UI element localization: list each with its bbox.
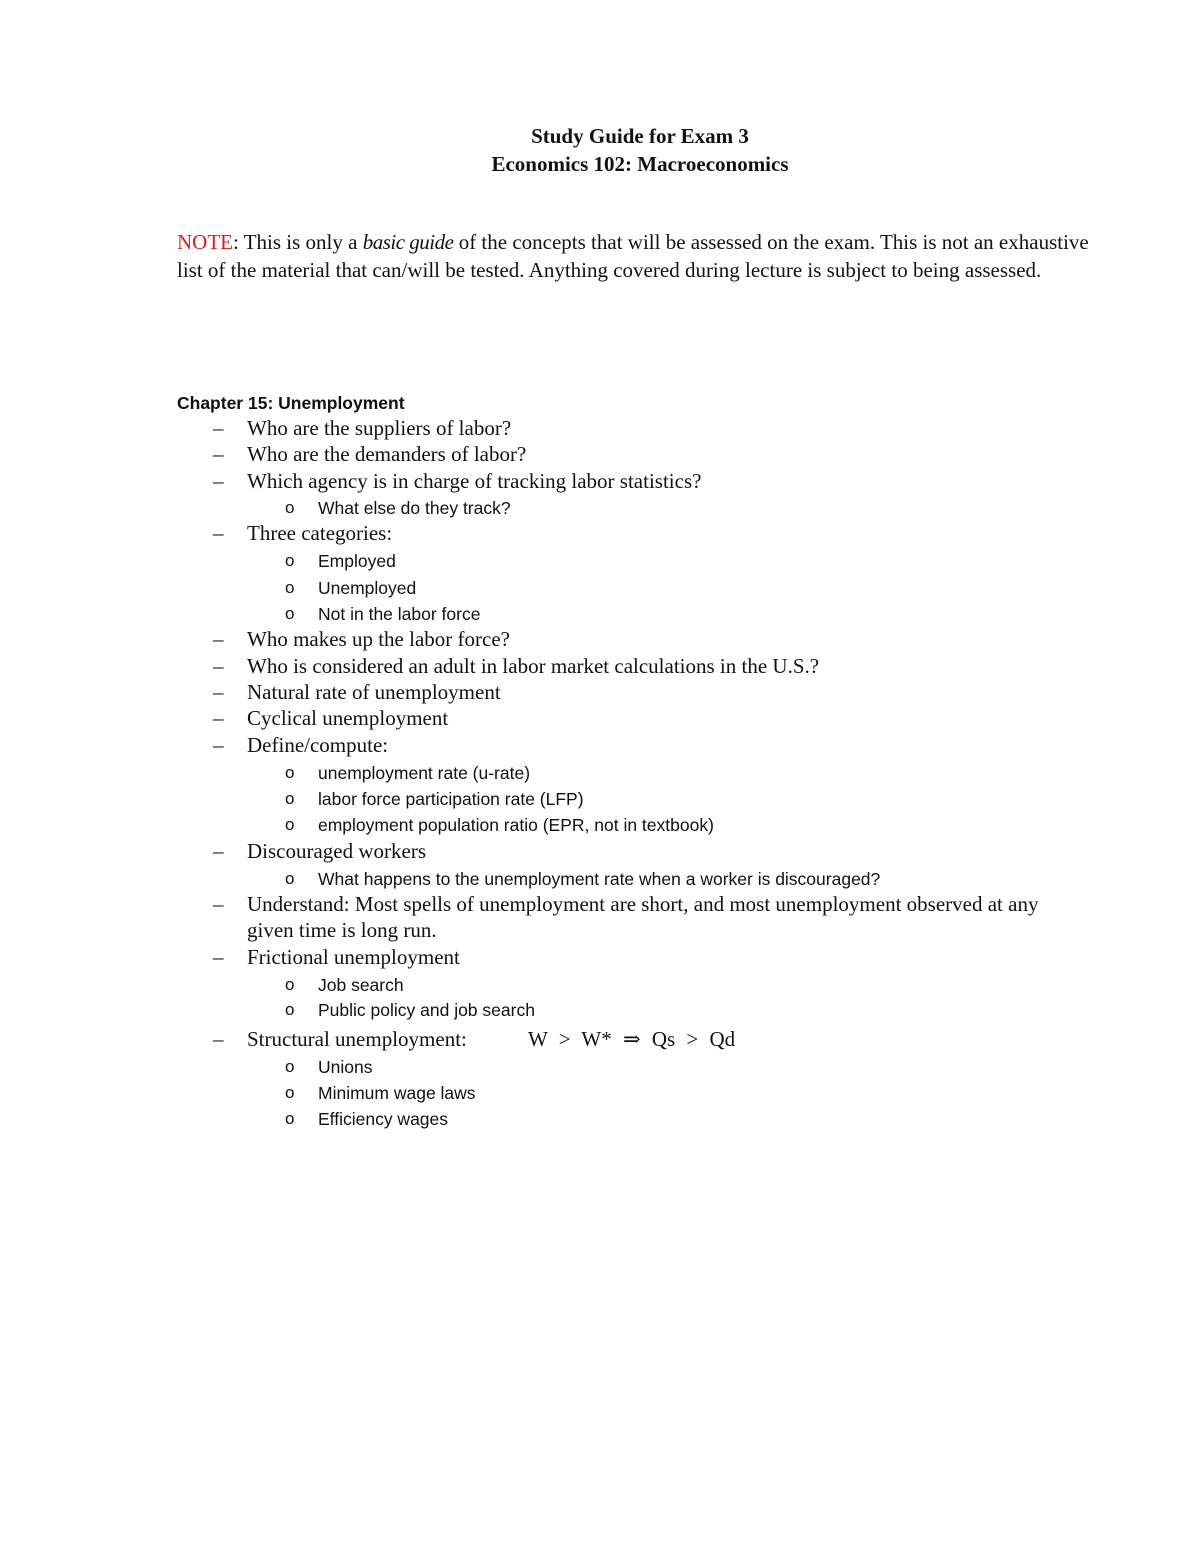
list-item-text: Cyclical unemployment (247, 706, 449, 730)
note-paragraph (177, 229, 1097, 284)
note-emphasis: basic guide (362, 230, 454, 254)
note-text-before: : This is only a (233, 230, 363, 254)
circle-bullet: o (285, 763, 295, 782)
dash-marker: – (213, 892, 224, 916)
note-text-after: of the concepts that will be assessed on the exam. This is not an exhaustive list of the material that can/will be tested. Anything covered during lecture is subject to being assessed. (177, 230, 1089, 282)
sub-item-text: Not in the labor force (318, 604, 481, 624)
circle-bullet: o (285, 869, 295, 888)
dash-marker: – (213, 945, 224, 969)
chapter-heading: Chapter 15: Unemployment (177, 393, 405, 413)
dash-marker: – (213, 1027, 224, 1051)
sub-item-text: Unions (318, 1057, 373, 1077)
circle-bullet: o (285, 975, 295, 994)
title-block (0, 122, 1200, 178)
circle-bullet: o (285, 578, 295, 597)
structural-formula: W > W* ⇒ Qs > Qd (528, 1027, 736, 1051)
list-item-text: Natural rate of unemployment (247, 680, 501, 704)
sub-item-text: labor force participation rate (LFP) (318, 789, 584, 809)
list-item-text: Who are the demanders of labor? (247, 442, 527, 466)
circle-bullet: o (285, 604, 295, 623)
list-item-text: Discouraged workers (247, 839, 427, 863)
document-title: Study Guide for Exam 3 (531, 124, 749, 148)
dash-marker: – (213, 654, 224, 678)
list-item-text: Who is considered an adult in labor market calculations in the U.S.? (247, 654, 820, 678)
circle-bullet: o (285, 1057, 295, 1076)
list-item-text: Three categories: (247, 521, 393, 545)
list-item-text: Understand: Most spells of unemployment are short, and most unemployment observed at any given time is long run. (247, 892, 1039, 942)
list-item-text: Frictional unemployment (247, 945, 460, 969)
dash-marker: – (213, 627, 224, 651)
document-subtitle: Economics 102: Macroeconomics (491, 152, 789, 176)
dash-marker: – (213, 469, 224, 493)
sub-item-text: employment population ratio (EPR, not in textbook) (318, 815, 714, 835)
sub-item-text: Public policy and job search (318, 1000, 535, 1020)
dash-marker: – (213, 416, 224, 440)
sub-item-text: What happens to the unemployment rate when a worker is discouraged? (318, 869, 881, 889)
list-item-text: Who makes up the labor force? (247, 627, 510, 651)
sub-item-text: What else do they track? (318, 498, 511, 518)
sub-item-text: unemployment rate (u-rate) (318, 763, 531, 783)
sub-item-text: Efficiency wages (318, 1109, 449, 1129)
circle-bullet: o (285, 1083, 295, 1102)
circle-bullet: o (285, 498, 295, 517)
dash-marker: – (213, 442, 224, 466)
list-item-text: Who are the suppliers of labor? (247, 416, 512, 440)
list-item-text: Define/compute: (247, 733, 389, 757)
circle-bullet: o (285, 1000, 295, 1019)
circle-bullet: o (285, 815, 295, 834)
sub-item-text: Job search (318, 975, 404, 995)
dash-marker: – (213, 706, 224, 730)
sub-item-text: Employed (318, 551, 396, 571)
dash-marker: – (213, 521, 224, 545)
sub-item-text: Unemployed (318, 578, 417, 598)
dash-marker: – (213, 680, 224, 704)
circle-bullet: o (285, 551, 295, 570)
circle-bullet: o (285, 789, 295, 808)
list-item-text: Structural unemployment: (247, 1027, 467, 1051)
dash-marker: – (213, 839, 224, 863)
list-item-text: Which agency is in charge of tracking labor statistics? (247, 469, 702, 493)
circle-bullet: o (285, 1109, 295, 1128)
dash-marker: – (213, 733, 224, 757)
sub-item-text: Minimum wage laws (318, 1083, 476, 1103)
note-label: NOTE (177, 230, 233, 254)
